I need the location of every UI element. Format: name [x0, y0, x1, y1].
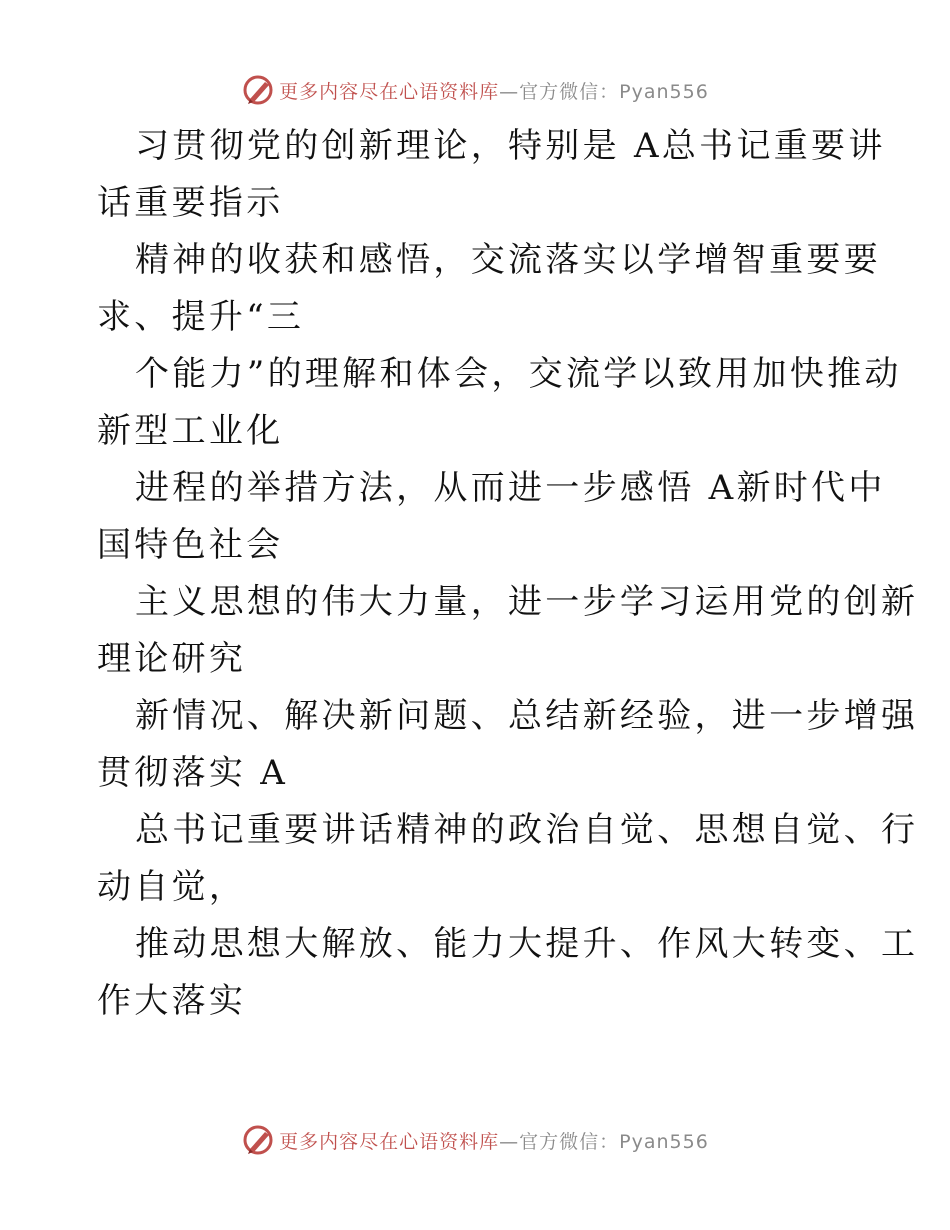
- text-line: 求、提升“三: [97, 297, 305, 337]
- text-line: 推动思想大解放、能力大提升、作风大转变、工: [135, 924, 919, 964]
- pen-logo-icon: [241, 73, 275, 107]
- banner-wechat-text: —官方微信：Pyan556: [499, 80, 709, 103]
- text-line: 习贯彻党的创新理论，特别是 A总书记重要讲: [135, 126, 886, 166]
- text-line: 个能力”的理解和体会，交流学以致用加快推动: [135, 354, 902, 394]
- text-line: 国特色社会: [97, 525, 284, 565]
- text-line: 总书记重要讲话精神的政治自觉、思想自觉、行: [135, 810, 919, 850]
- text-line: 动自觉，: [97, 867, 247, 907]
- banner-brand-text: 更多内容尽在心语资料库: [279, 80, 500, 103]
- text-line: 精神的收获和感悟，交流落实以学增智重要要: [135, 240, 881, 280]
- text-line: 话重要指示: [97, 183, 284, 223]
- text-line: 主义思想的伟大力量，进一步学习运用党的创新: [135, 582, 919, 622]
- header-banner: [0, 70, 950, 110]
- banner-wechat-text: —官方微信：Pyan556: [499, 1130, 709, 1153]
- text-line: 作大落实: [97, 981, 247, 1021]
- text-line: 理论研究: [97, 639, 247, 679]
- text-line: 进程的举措方法，从而进一步感悟 A新时代中: [135, 468, 886, 508]
- text-line: 贯彻落实 A: [97, 753, 289, 793]
- text-line: 新型工业化: [97, 411, 284, 451]
- text-line: 新情况、解决新问题、总结新经验，进一步增强: [135, 696, 919, 736]
- footer-banner: [0, 1120, 950, 1160]
- document-body: [97, 118, 919, 1030]
- banner-brand-text: 更多内容尽在心语资料库: [279, 1130, 500, 1153]
- pen-logo-icon: [241, 1123, 275, 1157]
